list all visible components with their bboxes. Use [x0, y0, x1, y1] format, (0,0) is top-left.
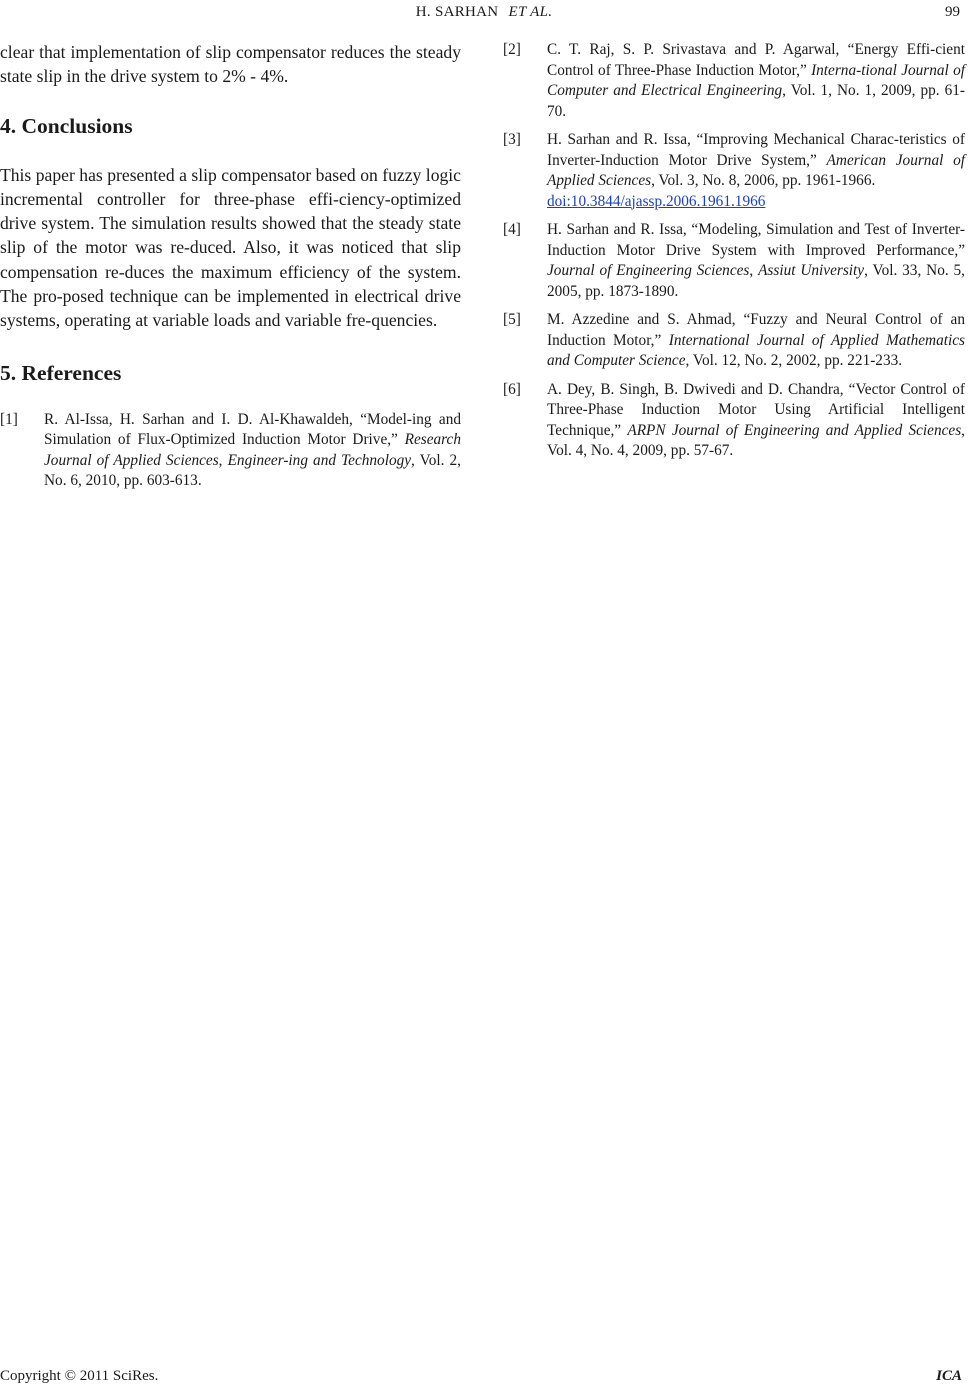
reference-details: , Vol. 3, No. 8, 2006, pp. 1961-1966.	[651, 172, 876, 189]
journal-abbreviation: ICA	[936, 1368, 962, 1384]
reference-details: , Vol. 33, No. 5, 2005, pp. 1873-1890.	[547, 262, 966, 300]
reference-separator: ,	[218, 451, 228, 469]
reference-number: [5]	[503, 311, 521, 328]
reference-details: , Vol. 2, No. 6, 2010, pp. 603-613.	[44, 451, 462, 490]
running-title	[0, 2, 968, 22]
reference-item-4	[503, 220, 965, 302]
reference-item-6	[503, 380, 965, 462]
reference-number: [3]	[503, 131, 521, 148]
reference-authors: A. Dey, B. Singh, B. Dwivedi and D. Chandra, “Vector Control of Three-Phase Induction Motor Using Artificial Intelligent Technique,”	[547, 380, 965, 439]
reference-number: [2]	[503, 41, 521, 58]
references-heading: 5. References	[0, 360, 122, 385]
reference-item-3	[503, 130, 965, 212]
left-column	[0, 40, 461, 492]
running-title-author: H. SARHAN	[415, 4, 499, 20]
reference-authors: M. Azzedine and S. Ahmad, “Fuzzy and Neural Control of an Induction Motor,”	[547, 311, 965, 349]
reference-authors: R. Al-Issa, H. Sarhan and I. D. Al-Khawaldeh, “Model-ing and Simulation of Flux-Optimized Induction Motor Drive,”	[44, 410, 461, 449]
reference-details: , Vol. 4, No. 4, 2009, pp. 57-67.	[547, 421, 965, 459]
reference-journal-part2: Assiut University	[758, 262, 865, 279]
running-title-et-al: ET AL.	[508, 4, 553, 20]
reference-authors: H. Sarhan and R. Issa, “Improving Mechanical Charac-teristics of Inverter-Induction Motor Drive System,”	[547, 131, 965, 169]
reference-item-2	[503, 40, 965, 122]
reference-item-5	[503, 310, 965, 372]
intro-paragraph: clear that implementation of slip compensator reduces the steady state slip in the drive system to 2% - 4%.	[0, 42, 461, 87]
reference-journal: ARPN Journal of Engineering and Applied Sciences	[627, 421, 962, 439]
conclusions-paragraph: This paper has presented a slip compensator based on fuzzy logic incremental controller for three-phase effi-ciency-optimized drive system. The simulation results showed that the steady state slip of the motor was re-duced. Also, it was noticed that slip compensation re-duces the maximum efficiency of the system. The pro-posed technique can be implemented in electrical drive systems, operating at variable loads and variable fre-quencies.	[0, 164, 461, 331]
page-header	[0, 0, 968, 24]
reference-item-1	[0, 410, 461, 492]
right-column	[503, 40, 965, 462]
reference-journal: American Journal of Applied Sciences	[547, 151, 965, 189]
reference-authors: H. Sarhan and R. Issa, “Modeling, Simulation and Test of Inverter-Induction Motor Drive System with Improved Performance,”	[547, 221, 965, 259]
reference-authors: C. T. Raj, S. P. Srivastava and P. Agarwal, “Energy Effi-cient Control of Three-Phase Induction Motor,”	[547, 41, 965, 79]
reference-number: [6]	[503, 380, 521, 398]
reference-details: , Vol. 1, No. 1, 2009, pp. 61-70.	[547, 82, 965, 120]
reference-journal: Journal of Engineering Sciences	[547, 262, 750, 279]
reference-journal: International Journal of Applied Mathematics and Computer Science	[547, 331, 965, 369]
reference-separator: ,	[749, 262, 759, 279]
reference-journal-part2: Engineer-ing and Technology	[227, 451, 412, 469]
reference-journal: Interna-tional Journal of Computer and Electrical Engineering	[547, 61, 965, 99]
reference-journal: Research Journal of Applied Sciences	[44, 431, 461, 469]
page-number: 99	[945, 4, 960, 20]
reference-number: [1]	[0, 410, 18, 428]
reference-number: [4]	[503, 221, 521, 238]
reference-details: , Vol. 12, No. 2, 2002, pp. 221-233.	[685, 352, 903, 369]
doi-link[interactable]: doi:10.3844/ajassp.2006.1961.1966	[547, 192, 766, 210]
conclusions-heading: 4. Conclusions	[0, 113, 133, 138]
copyright-notice: Copyright © 2011 SciRes.	[0, 1368, 159, 1384]
